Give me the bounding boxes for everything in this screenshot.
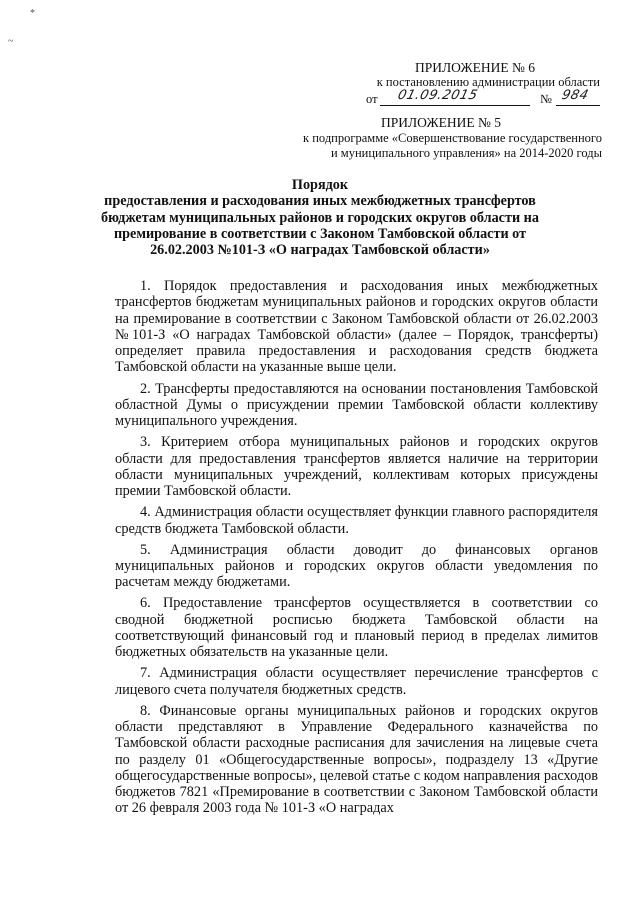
number-underline (556, 105, 600, 106)
handwritten-date: 01.09.2015 (396, 88, 480, 103)
scan-mark-top: * (30, 8, 35, 19)
appendix-6-reference (350, 90, 600, 108)
paragraph-3: 3. Критерием отбора муниципальных районов и городских округов области для предоставления трансфертов является наличие на территории области муниципальных учреждений, коллективам которых присуждены премии Тамбовской области. (115, 434, 598, 500)
appendix-5-header (280, 115, 602, 161)
paragraph-7: 7. Администрация области осуществляет перечисление трансфертов с лицевого счета получателя бюджетных средств. (115, 665, 598, 698)
paragraph-8: 8. Финансовые органы муниципальных районов и городских округов области представляют в Управление Федерального казначейства по Тамбовской области расходные расписания для зачисления на лицевые счета по разделу 01 «Общегосударственные вопросы», подразделу 13 «Другие общегосударственные вопросы», целевой статье с кодом направления расходов бюджетов 7821 «Премирование в соответствии с Законом Тамбовской области от 26 февраля 2003 года № 101-З «О наградах (115, 702, 598, 817)
appendix-5-line2: и муниципального управления» на 2014-2020 годы (330, 146, 602, 160)
date-label: от (366, 92, 378, 106)
title-line-1: Порядок (291, 177, 349, 193)
title-line-5: 26.02.2003 №101-З «О наградах Тамбовской области» (150, 242, 490, 259)
paragraph-5: 5. Администрация области доводит до финансовых органов муниципальных районов и городских округов области уведомления по расчетам между бюджетами. (115, 541, 598, 591)
appendix-5-title: ПРИЛОЖЕНИЕ № 5 (380, 115, 502, 130)
appendix-6-subtitle: к постановлению администрации области (376, 75, 600, 89)
paragraph-4: 4. Администрация области осуществляет функции главного распорядителя средств бюджета Тамбовской области. (115, 504, 598, 537)
title-line-3: бюджетам муниципальных районов и городских округов области на (101, 209, 539, 226)
document-body (115, 278, 598, 822)
paragraph-6: 6. Предоставление трансфертов осуществляется в соответствии со сводной бюджетной росписью бюджета Тамбовской области на соответствующий финансовый год и плановый период в пределах лимитов бюджетных обязательств на указанные цели. (115, 595, 598, 661)
scan-mark-left: ~ (8, 36, 14, 47)
document-title (100, 177, 540, 258)
paragraph-2: 2. Трансферты предоставляются на основании постановления Тамбовской областной Думы о присуждении премии Тамбовской области коллективу муниципального учреждения. (115, 380, 598, 430)
date-underline (380, 105, 530, 106)
handwritten-number: 984 (560, 88, 591, 103)
appendix-5-line1: к подпрограмме «Совершенствование государственного (303, 131, 602, 145)
title-line-4: премирование в соответствии с Законом Тамбовской области от (113, 225, 527, 242)
paragraph-1: 1. Порядок предоставления и расходования иных межбюджетных трансфертов бюджетам муниципальных районов и городских округов области на премирование в соответствии с Законом Тамбовской области от 26.02.2003 №101-З «О наградах Тамбовской области» (далее – Порядок, трансферты) определяет правила предоставления и расходования средств бюджета Тамбовской области на указанные выше цели. (115, 278, 598, 376)
appendix-6-title: ПРИЛОЖЕНИЕ № 6 (414, 60, 536, 75)
title-line-2: предоставления и расходования иных межбюджетных трансфертов (104, 193, 536, 210)
number-label: № (540, 92, 552, 106)
appendix-6-header (350, 60, 600, 108)
